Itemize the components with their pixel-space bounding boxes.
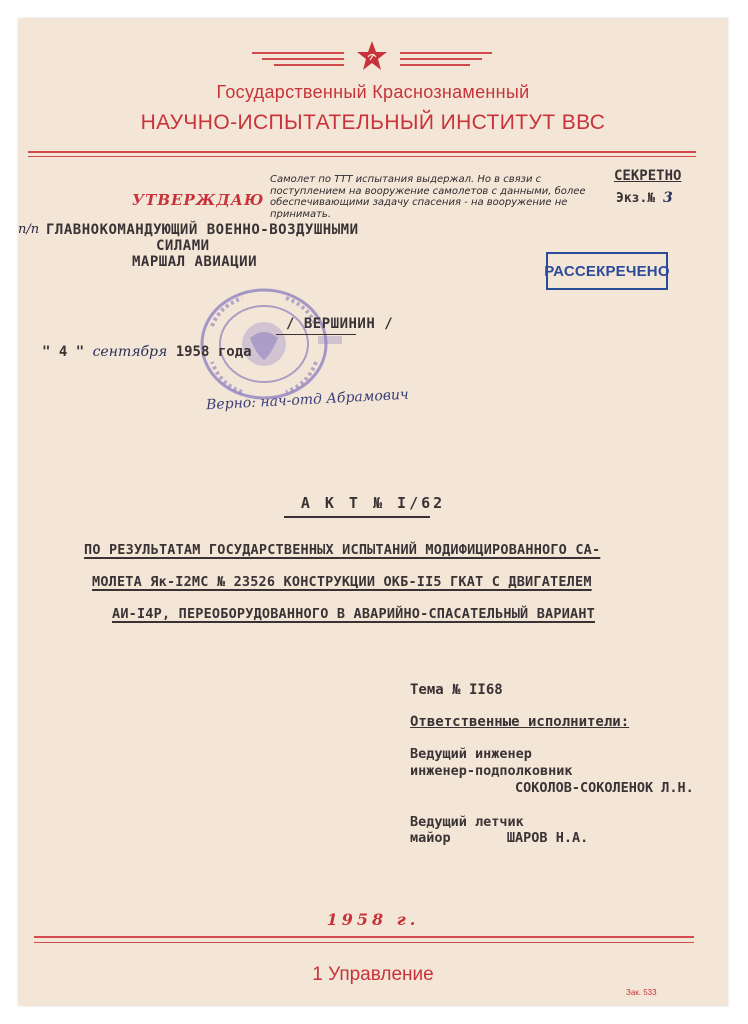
act-title-underline <box>284 516 430 518</box>
engineer-rank: инженер-подполковник <box>410 763 573 779</box>
pilot-rank <box>410 830 588 846</box>
emblem-rule-left-3 <box>274 64 344 66</box>
approve-label: УТВЕРЖДАЮ <box>132 191 265 209</box>
executors-heading: Ответственные исполнители: <box>410 714 630 730</box>
act-subtitle-line3: АИ-I4Р, ПЕРЕОБОРУДОВАННОГО В АВАРИЙНО-СПАСАТЕЛЬНЫЙ ВАРИАНТ <box>112 606 596 622</box>
department-name: 1 Управление <box>312 964 434 985</box>
header-divider-2 <box>28 156 696 157</box>
date-day: " 4 " <box>42 344 85 360</box>
commander-title-line3: МАРШАЛ АВИАЦИИ <box>132 254 258 270</box>
institute-name-line1: Государственный Краснознаменный <box>216 82 530 102</box>
red-star-icon <box>356 40 388 72</box>
copy-label: Экз.№ <box>616 191 656 206</box>
institute-name-line2: НАУЧНО-ИСПЫТАТЕЛЬНЫЙ ИНСТИТУТ ВВС <box>140 111 606 134</box>
footer-divider-1 <box>34 936 694 938</box>
pilot-name: ШАРОВ Н.А. <box>506 830 589 846</box>
signature-name: / ВЕРШИНИН / <box>286 316 394 332</box>
act-subtitle-line1: ПО РЕЗУЛЬТАТАМ ГОСУДАРСТВЕННЫХ ИСПЫТАНИЙ МОДИФИЦИРОВАННОГО СА- <box>84 542 601 558</box>
act-subtitle-line2: МОЛЕТА Як-I2МС № 23526 КОНСТРУКЦИИ ОКБ-II5 ГКАТ С ДВИГАТЕЛЕМ <box>92 574 592 590</box>
topic-number: Тема № II68 <box>410 682 503 698</box>
date-year: 1958 года <box>175 344 252 360</box>
act-title: А К Т № I/62 <box>300 494 446 512</box>
date-month: сентября <box>92 344 168 360</box>
engineer-role: Ведущий инженер <box>410 746 532 762</box>
print-order-number: Зак. 533 <box>626 988 657 997</box>
pilot-rank-value: майор <box>410 830 451 846</box>
copy-number <box>616 190 673 206</box>
declassified-stamp: РАССЕКРЕЧЕНО <box>546 252 668 290</box>
commander-title-line2: СИЛАМИ <box>156 238 210 254</box>
approval-date <box>42 344 252 360</box>
signature-underline <box>276 334 356 335</box>
document-page <box>18 18 728 1006</box>
commander-title-line1: ГЛАВНОКОМАНДУЮЩИЙ ВОЕННО-ВОЗДУШНЫМИ <box>46 222 359 238</box>
footer-divider-2 <box>34 942 694 943</box>
header-divider-1 <box>28 151 696 153</box>
emblem-rule-right-1 <box>400 52 492 54</box>
resolution-note: Самолет по ТТТ испытания выдержал. Но в связи с поступлением на вооружение самолетов с данными, более обеспечивающими задачу спасения - на вооружение не принимать. <box>270 174 586 220</box>
secret-label: СЕКРЕТНО <box>614 168 682 184</box>
emblem-rule-right-3 <box>400 64 470 66</box>
pilot-role: Ведущий летчик <box>410 814 524 830</box>
emblem-rule-left-1 <box>252 52 344 54</box>
pp-mark: п/п <box>18 222 40 237</box>
engineer-name: СОКОЛОВ-СОКОЛЕНОК Л.Н. <box>515 780 694 796</box>
copy-number-value: 3 <box>662 190 673 206</box>
emblem-rule-right-2 <box>400 58 482 60</box>
document-year: 1958 г. <box>326 910 420 929</box>
emblem-rule-left-2 <box>262 58 344 60</box>
handwritten-certification: Верно: нач-отд Абрамович <box>205 386 410 414</box>
